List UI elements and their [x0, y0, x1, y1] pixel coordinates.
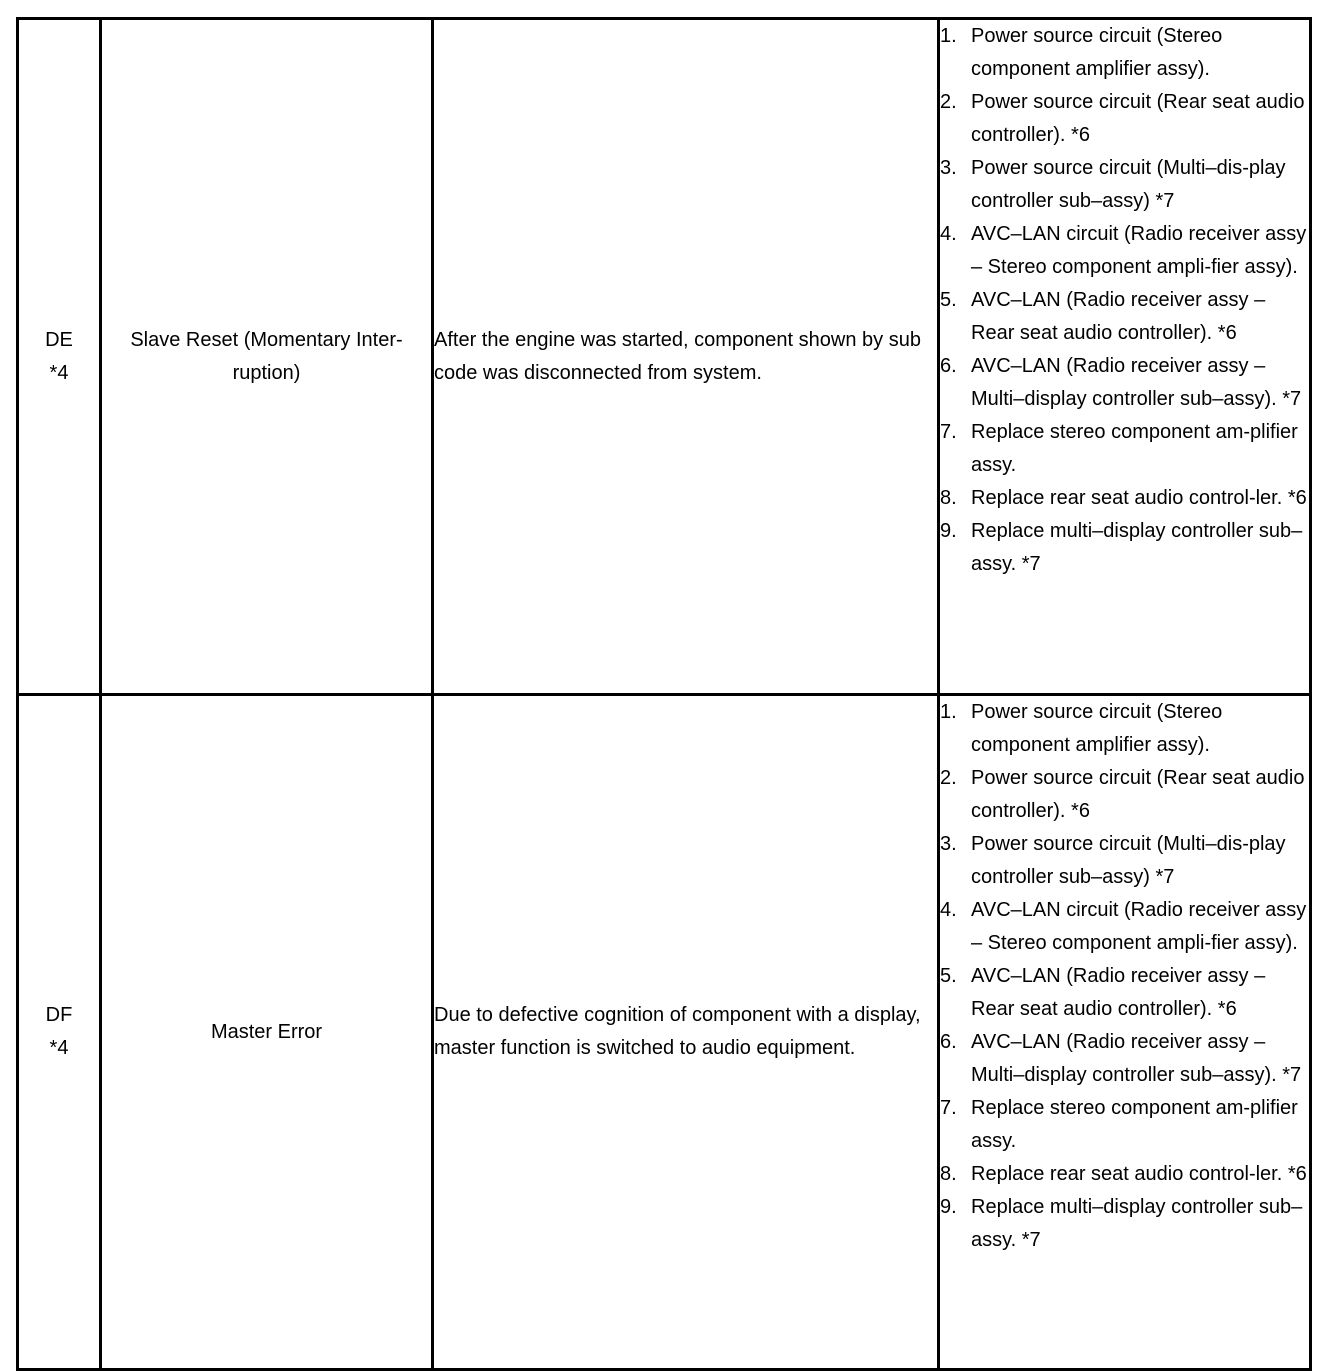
item-text: AVC–LAN (Radio receiver assy – Rear seat audio controller). *6: [971, 289, 1266, 344]
item-text: Replace rear seat audio control-ler. *6: [971, 487, 1307, 509]
list-item: [940, 86, 1309, 152]
trouble-area-list: [940, 696, 1309, 1257]
dtc-code: DF: [45, 1004, 73, 1026]
item-text: Replace multi–display controller sub–assy. *7: [971, 520, 1303, 575]
item-text: Power source circuit (Stereo component amplifier assy).: [971, 701, 1223, 756]
item-text: Power source circuit (Rear seat audio controller). *6: [971, 767, 1305, 822]
item-number: 2.: [940, 91, 957, 113]
item-number: 3.: [940, 157, 957, 179]
detection-condition: After the engine was started, component shown by sub code was disconnected from system.: [434, 328, 921, 384]
item-number: 6.: [940, 355, 957, 377]
detection-condition-cell: [433, 19, 939, 695]
list-item: [940, 1026, 1309, 1092]
detection-item: Slave Reset (Momentary Inter-ruption): [130, 328, 403, 384]
trouble-area-cell: [939, 19, 1311, 695]
trouble-area-list: [940, 20, 1309, 581]
list-item: [940, 416, 1309, 482]
list-item: [940, 696, 1309, 762]
list-item: [940, 218, 1309, 284]
list-item: [940, 1191, 1309, 1257]
list-item: [940, 828, 1309, 894]
item-number: 5.: [940, 965, 957, 987]
item-number: 1.: [940, 25, 957, 47]
item-text: Power source circuit (Multi–dis-play controller sub–assy) *7: [971, 157, 1286, 212]
list-item: [940, 350, 1309, 416]
dtc-code-cell: [18, 695, 101, 1370]
item-number: 2.: [940, 767, 957, 789]
item-text: AVC–LAN (Radio receiver assy – Multi–display controller sub–assy). *7: [971, 355, 1302, 410]
list-item: [940, 515, 1309, 581]
item-number: 9.: [940, 1196, 957, 1218]
list-item: [940, 20, 1309, 86]
item-text: AVC–LAN (Radio receiver assy – Rear seat audio controller). *6: [971, 965, 1266, 1020]
dtc-code-note: *4: [49, 361, 69, 384]
item-number: 5.: [940, 289, 957, 311]
list-item: [940, 284, 1309, 350]
item-number: 6.: [940, 1031, 957, 1053]
item-text: Replace stereo component am-plifier assy.: [971, 421, 1298, 476]
detection-item-cell: [101, 19, 433, 695]
dtc-code-cell: [18, 19, 101, 695]
item-text: Replace stereo component am-plifier assy.: [971, 1097, 1298, 1152]
item-number: 8.: [940, 487, 957, 509]
list-item: [940, 762, 1309, 828]
list-item: [940, 152, 1309, 218]
item-text: Power source circuit (Stereo component amplifier assy).: [971, 25, 1223, 80]
item-number: 4.: [940, 223, 957, 245]
dtc-code: DE: [45, 328, 73, 351]
list-item: [940, 482, 1309, 515]
list-item: [940, 1158, 1309, 1191]
item-number: 7.: [940, 421, 957, 443]
item-text: AVC–LAN (Radio receiver assy – Multi–display controller sub–assy). *7: [971, 1031, 1302, 1086]
item-number: 3.: [940, 833, 957, 855]
item-number: 7.: [940, 1097, 957, 1119]
trouble-area-cell: [939, 695, 1311, 1370]
table-row: [18, 695, 1311, 1370]
item-text: Replace multi–display controller sub–assy. *7: [971, 1196, 1303, 1251]
detection-item: Master Error: [210, 1020, 323, 1043]
item-text: AVC–LAN circuit (Radio receiver assy – Stereo component ampli-fier assy).: [971, 223, 1307, 278]
dtc-code-note: *4: [49, 1037, 69, 1059]
item-number: 9.: [940, 520, 957, 542]
list-item: [940, 960, 1309, 1026]
table-row: [18, 19, 1311, 695]
item-number: 8.: [940, 1163, 957, 1185]
detection-condition-cell: [433, 695, 939, 1370]
detection-condition: Due to defective cognition of component with a display, master function is switched to audio equipment.: [434, 1004, 921, 1059]
item-number: 1.: [940, 701, 957, 723]
list-item: [940, 894, 1309, 960]
item-text: AVC–LAN circuit (Radio receiver assy – Stereo component ampli-fier assy).: [971, 899, 1307, 954]
dtc-table: [16, 17, 1312, 1371]
item-number: 4.: [940, 899, 957, 921]
item-text: Power source circuit (Rear seat audio controller). *6: [971, 91, 1305, 146]
detection-item-cell: [101, 695, 433, 1370]
item-text: Power source circuit (Multi–dis-play controller sub–assy) *7: [971, 833, 1286, 888]
list-item: [940, 1092, 1309, 1158]
item-text: Replace rear seat audio control-ler. *6: [971, 1163, 1307, 1185]
